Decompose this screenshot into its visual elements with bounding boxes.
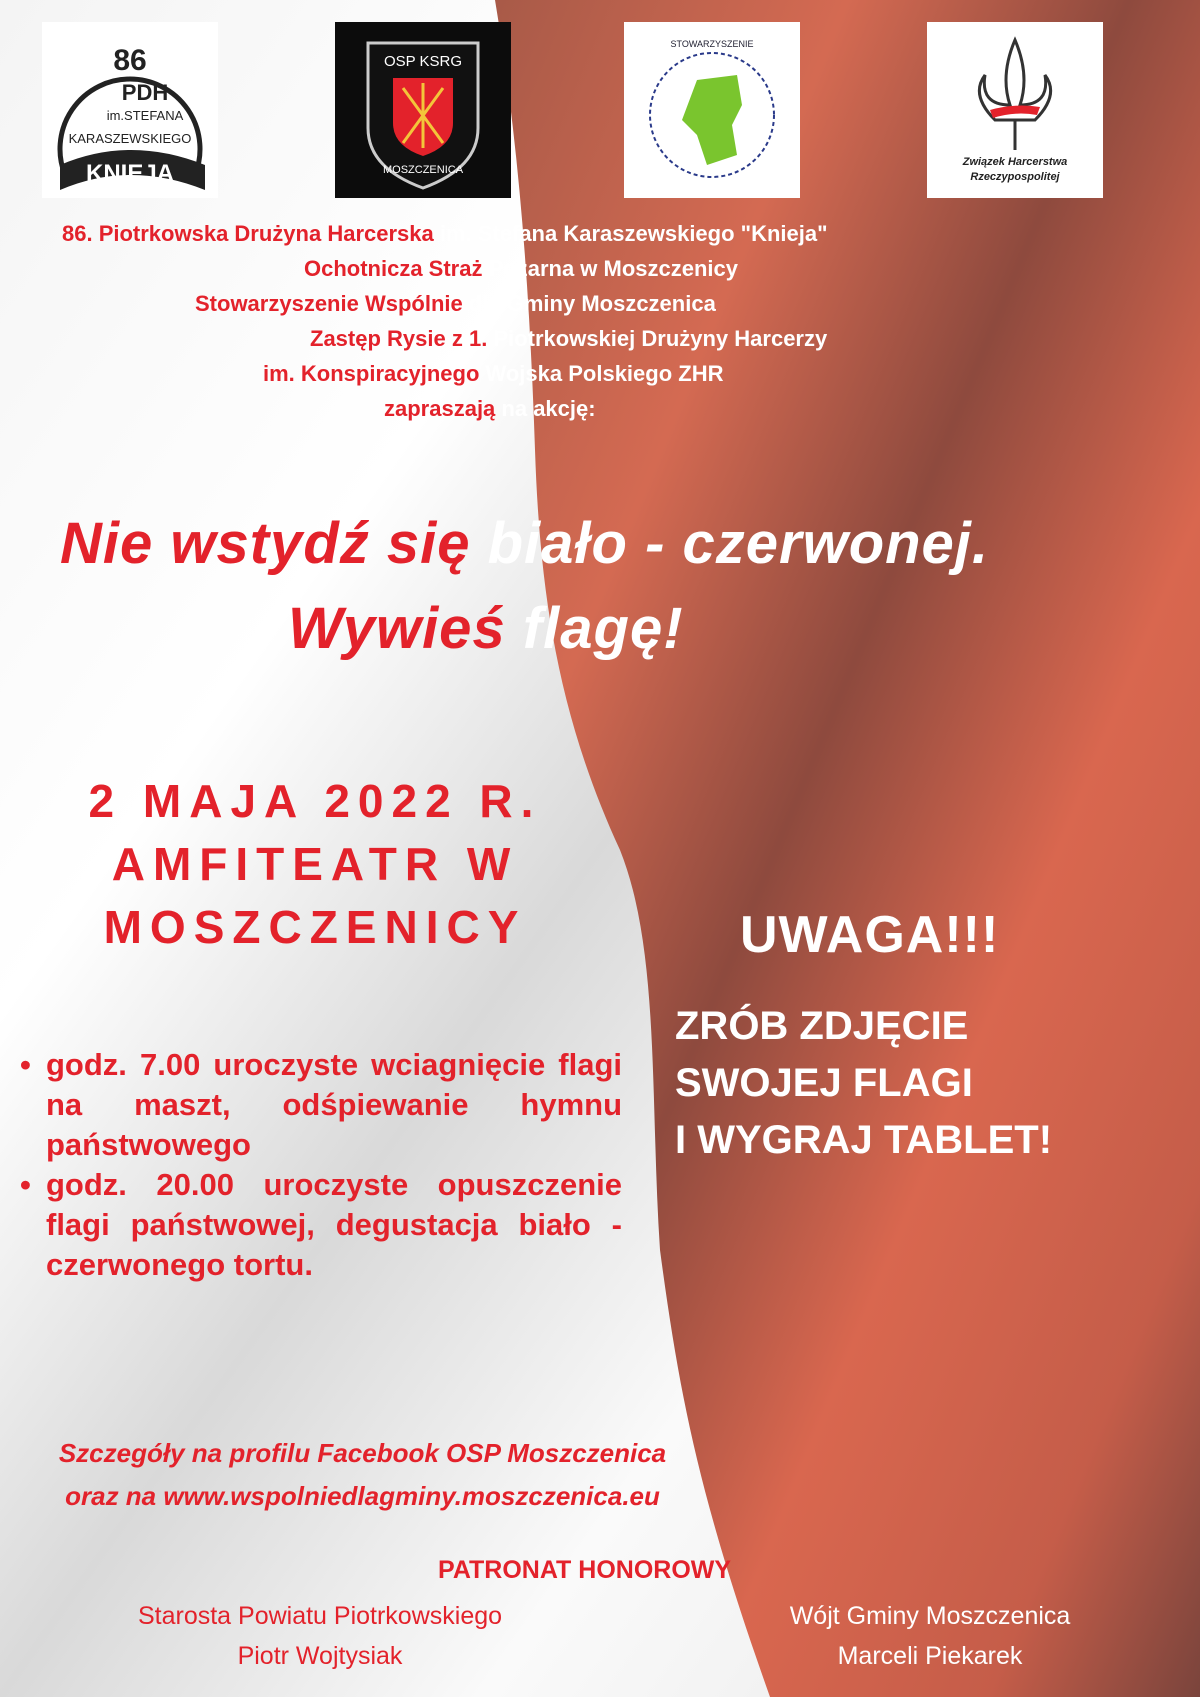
svg-text:KNIEJA: KNIEJA [85, 160, 175, 187]
zhr-logo-line1: Związek Harcerstwa [962, 156, 1068, 168]
osp-logo [335, 22, 511, 198]
patron-role: Wójt Gminy Moszczenica [789, 1602, 1071, 1630]
svg-text:MOSZCZENICA: MOSZCZENICA [382, 163, 464, 176]
event-info [20, 770, 610, 959]
contest-title: UWAGA!!! [740, 906, 1000, 964]
organizer-part: im. Konspiracyjnego [263, 361, 480, 386]
schedule-text: godz. 7.00 uroczyste wciagnięcie flagi na maszt, odśpiewanie hymnu państwowego [46, 1047, 622, 1162]
organizer-line [195, 286, 716, 321]
organizer-line [263, 356, 724, 391]
bullet-icon: • [20, 1047, 31, 1082]
website-link[interactable]: oraz na www.wspolniedlagminy.moszczenica.eu [65, 1481, 660, 1511]
svg-text:KARASZEWSKIEGO: KARASZEWSKIEGO [68, 131, 192, 146]
patron-role: Starosta Powiatu Piotrkowskiego [137, 1602, 503, 1630]
event-place: AMFITEATR W [111, 838, 519, 890]
organizer-line [304, 251, 738, 286]
stowarzyszenie-logo [624, 22, 800, 198]
contest-line: ZRÓB ZDJĘCIE [675, 1004, 969, 1048]
organizer-line [310, 321, 827, 356]
patronage-title: PATRONAT HONOROWY [438, 1556, 732, 1584]
patron-name: Piotr Wojtysiak [237, 1642, 403, 1670]
organizer-part: Pożarna w Moszczenicy [482, 256, 739, 281]
headline-white: biało - czerwonej. [487, 511, 990, 576]
svg-text:im.STEFANA: im.STEFANA [106, 108, 184, 123]
organizer-line [384, 391, 596, 426]
organizer-part: im. Stefana Karaszewskiego "Knieja" [433, 221, 828, 246]
schedule-text: godz. 20.00 uroczyste opuszczenie flagi państwowej, degustacja biało - czerwonego tortu. [46, 1167, 622, 1282]
svg-text:OSP KSRG: OSP KSRG [383, 52, 463, 70]
headline-line-1 [60, 510, 989, 577]
patron-right [760, 1596, 1100, 1676]
kniej-logo [42, 22, 218, 198]
zhr-logo [927, 22, 1103, 198]
contest-line: SWOJEJ FLAGI [675, 1061, 973, 1105]
organizer-part: Zastęp Rysie z 1. [310, 326, 488, 351]
headline-white: flagę! [522, 596, 684, 661]
organizer-part: Ochotnicza Straż [304, 256, 483, 281]
organizer-part: dla Gminy Moszczenica [462, 291, 716, 316]
organizer-part: Piotrkowskiej Drużyny Harcerzy [487, 326, 828, 351]
event-place: MOSZCZENICY [103, 901, 527, 953]
organizer-part: zapraszają [384, 396, 496, 421]
patron-left [100, 1596, 540, 1676]
patron-name: Marceli Piekarek [837, 1642, 1023, 1670]
details-info [40, 1432, 685, 1518]
svg-text:86: 86 [113, 44, 147, 77]
event-date: 2 MAJA 2022 R. [88, 775, 542, 827]
schedule-item [20, 1045, 622, 1165]
contest-text [675, 998, 1052, 1169]
headline-red: Wywieś [288, 596, 506, 661]
organizer-part: na akcję: [495, 396, 596, 421]
contest-line: I WYGRAJ TABLET! [675, 1118, 1053, 1162]
schedule-item [20, 1165, 622, 1285]
schedule-list [20, 1045, 622, 1285]
organizer-part: 86. Piotrkowska Drużyna Harcerska [62, 221, 434, 246]
svg-text:STOWARZYSZENIE: STOWARZYSZENIE [670, 39, 754, 49]
svg-text:PDH: PDH [121, 80, 169, 105]
facebook-link[interactable]: Szczegóły na profilu Facebook OSP Moszczenica [58, 1438, 667, 1468]
headline-line-2 [288, 595, 684, 662]
zhr-logo-line2: Rzeczypospolitej [970, 171, 1060, 183]
bullet-icon: • [20, 1167, 31, 1202]
organizer-line [62, 216, 828, 251]
headline-red: Nie wstydź się [60, 511, 471, 576]
organizer-part: Stowarzyszenie Wspólnie [195, 291, 463, 316]
organizer-part: Wojska Polskiego ZHR [479, 361, 724, 386]
